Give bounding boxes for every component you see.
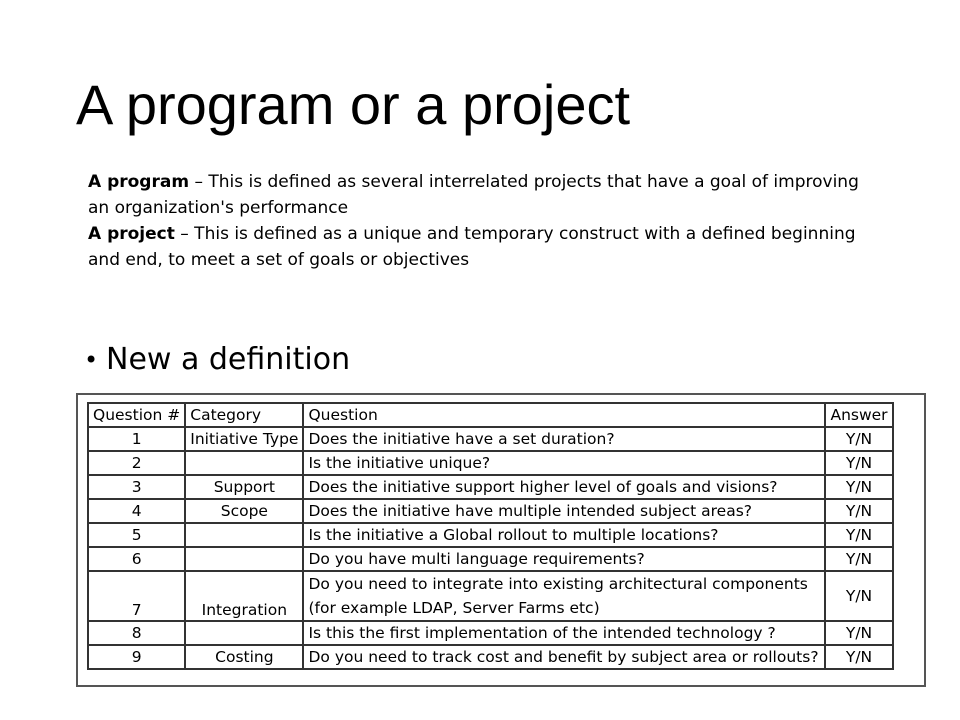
cell-number: 2 <box>88 451 185 475</box>
cell-question: Is the initiative a Global rollout to multiple locations? <box>303 523 825 547</box>
cell-question: Does the initiative have multiple intended subject areas? <box>303 499 825 523</box>
cell-number: 4 <box>88 499 185 523</box>
definition-text: – This is defined as a unique and temporary construct with a defined beginning and end, to meet a set of goals or objectives <box>88 224 856 270</box>
cell-category: Support <box>185 475 303 499</box>
cell-number: 8 <box>88 621 185 645</box>
cell-category: Initiative Type <box>185 427 303 451</box>
cell-question: Does the initiative support higher level of goals and visions? <box>303 475 825 499</box>
cell-answer: Y/N <box>825 621 892 645</box>
table-row <box>88 427 893 451</box>
cell-answer: Y/N <box>825 499 892 523</box>
cell-question: Do you need to track cost and benefit by subject area or rollouts? <box>303 645 825 669</box>
table-row <box>88 451 893 475</box>
bullet-text: New a definition <box>106 342 351 377</box>
cell-answer: Y/N <box>825 571 892 621</box>
slide-title: A program or a project <box>76 73 631 136</box>
cell-number: 5 <box>88 523 185 547</box>
cell-category <box>185 523 303 547</box>
cell-question: Does the initiative have a set duration? <box>303 427 825 451</box>
cell-answer: Y/N <box>825 427 892 451</box>
header-answer: Answer <box>825 403 892 427</box>
definition-program <box>88 169 878 221</box>
cell-category <box>185 621 303 645</box>
cell-number: 7 <box>88 571 185 621</box>
table-row <box>88 499 893 523</box>
table-row <box>88 621 893 645</box>
table-row <box>88 645 893 669</box>
definition-term: A project <box>88 224 175 244</box>
cell-number: 6 <box>88 547 185 571</box>
cell-answer: Y/N <box>825 475 892 499</box>
definition-project <box>88 221 878 273</box>
table-row <box>88 571 893 621</box>
cell-question: Is the initiative unique? <box>303 451 825 475</box>
table-row <box>88 547 893 571</box>
definition-term: A program <box>88 172 190 192</box>
cell-category <box>185 451 303 475</box>
cell-category: Costing <box>185 645 303 669</box>
table-row <box>88 523 893 547</box>
header-category: Category <box>185 403 303 427</box>
definition-text: – This is defined as several interrelated projects that have a goal of improving an organization's performance <box>88 172 859 218</box>
header-question-number: Question # <box>88 403 185 427</box>
cell-answer: Y/N <box>825 645 892 669</box>
bullet-dot-icon: • <box>84 346 99 374</box>
cell-question: Is this the first implementation of the intended technology ? <box>303 621 825 645</box>
cell-category: Scope <box>185 499 303 523</box>
cell-question: Do you have multi language requirements? <box>303 547 825 571</box>
cell-category <box>185 547 303 571</box>
cell-answer: Y/N <box>825 523 892 547</box>
cell-number: 3 <box>88 475 185 499</box>
table-row <box>88 475 893 499</box>
table-header-row <box>88 403 893 427</box>
cell-number: 9 <box>88 645 185 669</box>
bullet-item <box>84 340 350 380</box>
table-image-frame <box>76 393 926 687</box>
cell-question: Do you need to integrate into existing architectural components (for example LDAP, Server Farms etc) <box>303 571 825 621</box>
cell-answer: Y/N <box>825 451 892 475</box>
cell-answer: Y/N <box>825 547 892 571</box>
definitions-block <box>88 169 878 273</box>
cell-category: Integration <box>185 571 303 621</box>
cell-number: 1 <box>88 427 185 451</box>
question-table <box>87 402 894 670</box>
header-question: Question <box>303 403 825 427</box>
